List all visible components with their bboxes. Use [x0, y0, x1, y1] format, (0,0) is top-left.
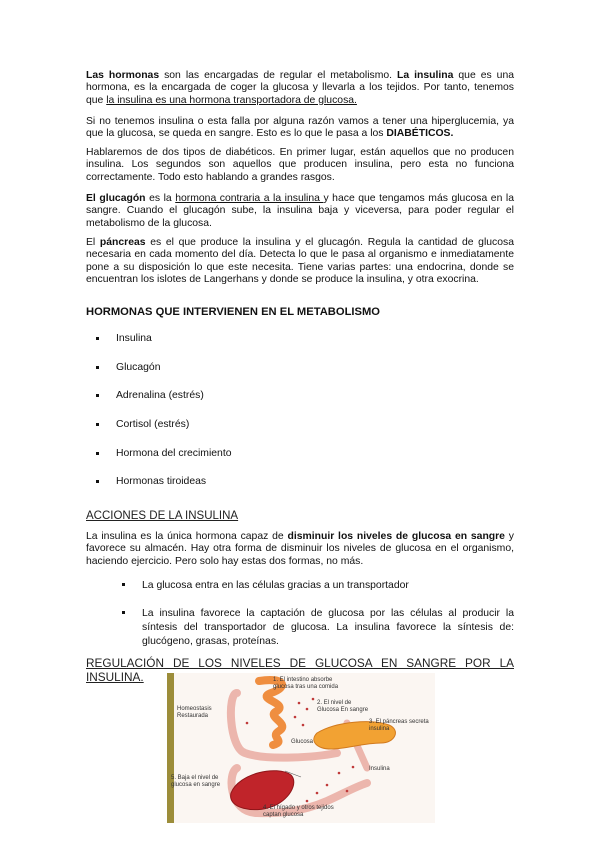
- bullet-icon: [96, 366, 99, 369]
- heading-hormonas-metabolismo: HORMONAS QUE INTERVIENEN EN EL METABOLISMO: [86, 306, 381, 318]
- label-glucosa: Glucosa: [291, 739, 314, 745]
- glucose-regulation-figure: [167, 673, 435, 823]
- paragraph-glucagon: El glucagón es la hormona contraria a la insulina y hace que tengamos más glucosa en la sangre. Cuando el glucagón sube, la insulina baja y viceversa, para poder regular el metabolismo de la glucosa.: [86, 193, 514, 229]
- label-step-1: 1. El intestino absorbe glucosa tras una comida: [273, 677, 339, 690]
- bullet-icon: [122, 583, 125, 586]
- heading-acciones-insulina: ACCIONES DE LA INSULINA: [86, 510, 239, 522]
- paragraph-hormonas: Las hormonas son las encargadas de regular el metabolismo. La insulina que es una hormona, es la encargada de coger la glucosa y llevarla a los tejidos. Por tanto, tenemos que la insulina es una hormona transportadora de glucosa.: [86, 70, 514, 106]
- paragraph-pancreas: El páncreas es el que produce la insulina y el glucagón. Regula la cantidad de glucosa necesaria en cada momento del día. Detecta lo que le pasa al organismo e inmediatamente pone a su disposición lo que este necesita. Tiene varias partes: una endocrina, donde se encuentran los islotes de Langerhans y donde se produce la insulina, y otra exocrina.: [86, 237, 514, 285]
- heading-regulacion-glucosa: REGULACIÓN DE LOS NIVELES DE GLUCOSA EN SANGRE POR LA INSULINA.: [86, 656, 514, 684]
- label-homeostasis: Homeostasis Restaurada: [177, 706, 212, 719]
- label-step-2: 2. El nivel de Glucosa En sangre: [317, 700, 369, 713]
- document-page: Las hormonas son las encargadas de regular el metabolismo. La insulina que es una hormona, es la encargada de coger la glucosa y llevarla a los tejidos. Por tanto, tenemos que la insulina es una hormona transportadora de glucosa. Si no tenemos insulina o esta falla por alguna razón vamos a tener una hiperglucemia, ya que la glucosa, se queda en sangre. Esto es lo que le pasa a los DIABÉTICOS. Hablaremos de dos tipos de diabéticos. En primer lugar, están aquellos que no producen insulina. Los segundos son aquellos que producen insulina, pero esta no funciona correctamente. Todo esto hablando a grandes rasgos. El glucagón es la hormona contraria a la insulina y hace que tengamos más glucosa en la sangre. Cuando el glucagón sube, la insulina baja y viceversa, para poder regular el metabolismo de la glucosa. El páncreas es el que produce la insulina y el glucagón. Regula la cantidad de glucosa necesaria en cada momento del día. Detecta lo que le pasa al organismo e inmediatamente pone a su disposición lo que este necesita. Tiene varias partes: una endocrina, donde se encuentran los islotes de Langerhans y donde se produce la insulina, y otra exocrina. HORMONAS QUE INTERVIENEN EN EL METABOLISMO Insulina Glucagón Adrenalina (estrés) Cortisol (estrés) Hormona del crecimiento Hormonas tiroideas ACCIONES DE LA INSULINA La insulina es la única hormona capaz de disminuir los niveles de glucosa en sangre y favorece su almacén. Hay otra forma de disminuir los niveles de glucosa en el organismo, haciendo ejercicio. Pero solo hay estas dos formas, no más. La glucosa entra en las células gracias a un transportador La insulina favorece la captación de glucosa por las células al producir la síntesis del transportador de glucosa. La insulina favorece la síntesis de: glucógeno, grasas, proteínas. REGULACIÓN DE LOS NIVELES DE GLUCOSA EN SANGRE POR LA INSULINA. Homeostasis Restaurada 1. El intestino absorbe glucosa tras una comida 2. El nivel de Glucosa En sangre 3. El páncreas secreta insulina Glucosa Insulina 5. Baja el nivel de glucosa en sangre 4. El hígado y otros tejidos captan glucosa: [0, 0, 600, 848]
- label-insulina: Insulina: [369, 766, 390, 772]
- bullet-icon: [96, 480, 99, 483]
- paragraph-acciones: La insulina es la única hormona capaz de disminuir los niveles de glucosa en sangre y favorece su almacén. Hay otra forma de disminuir los niveles de glucosa en el organismo, haciendo ejercicio. Pero solo hay estas dos formas, no más.: [86, 531, 514, 567]
- label-step-4: 4. El hígado y otros tejidos captan glucosa: [263, 805, 334, 818]
- bullet-icon: [96, 394, 99, 397]
- label-step-3: 3. El páncreas secreta insulina: [369, 719, 429, 732]
- glucose-regulation-illustration: [167, 673, 435, 823]
- paragraph-tipos-diabeticos: Hablaremos de dos tipos de diabéticos. En primer lugar, están aquellos que no producen insulina. Los segundos son aquellos que producen insulina, pero esta no funciona correctamente. Todo esto hablando a grandes rasgos.: [86, 147, 514, 183]
- bullet-icon: [122, 611, 125, 614]
- bullet-icon: [96, 452, 99, 455]
- label-step-5: 5. Baja el nivel de glucosa en sangre: [171, 775, 221, 788]
- bullet-icon: [96, 423, 99, 426]
- figure-side-bar: [167, 673, 174, 823]
- liver-illustration: [231, 771, 294, 810]
- bullet-icon: [96, 337, 99, 340]
- paragraph-hiperglucemia: Si no tenemos insulina o esta falla por alguna razón vamos a tener una hiperglucemia, ya que la glucosa, se queda en sangre. Esto es lo que le pasa a los DIABÉTICOS.: [86, 116, 514, 140]
